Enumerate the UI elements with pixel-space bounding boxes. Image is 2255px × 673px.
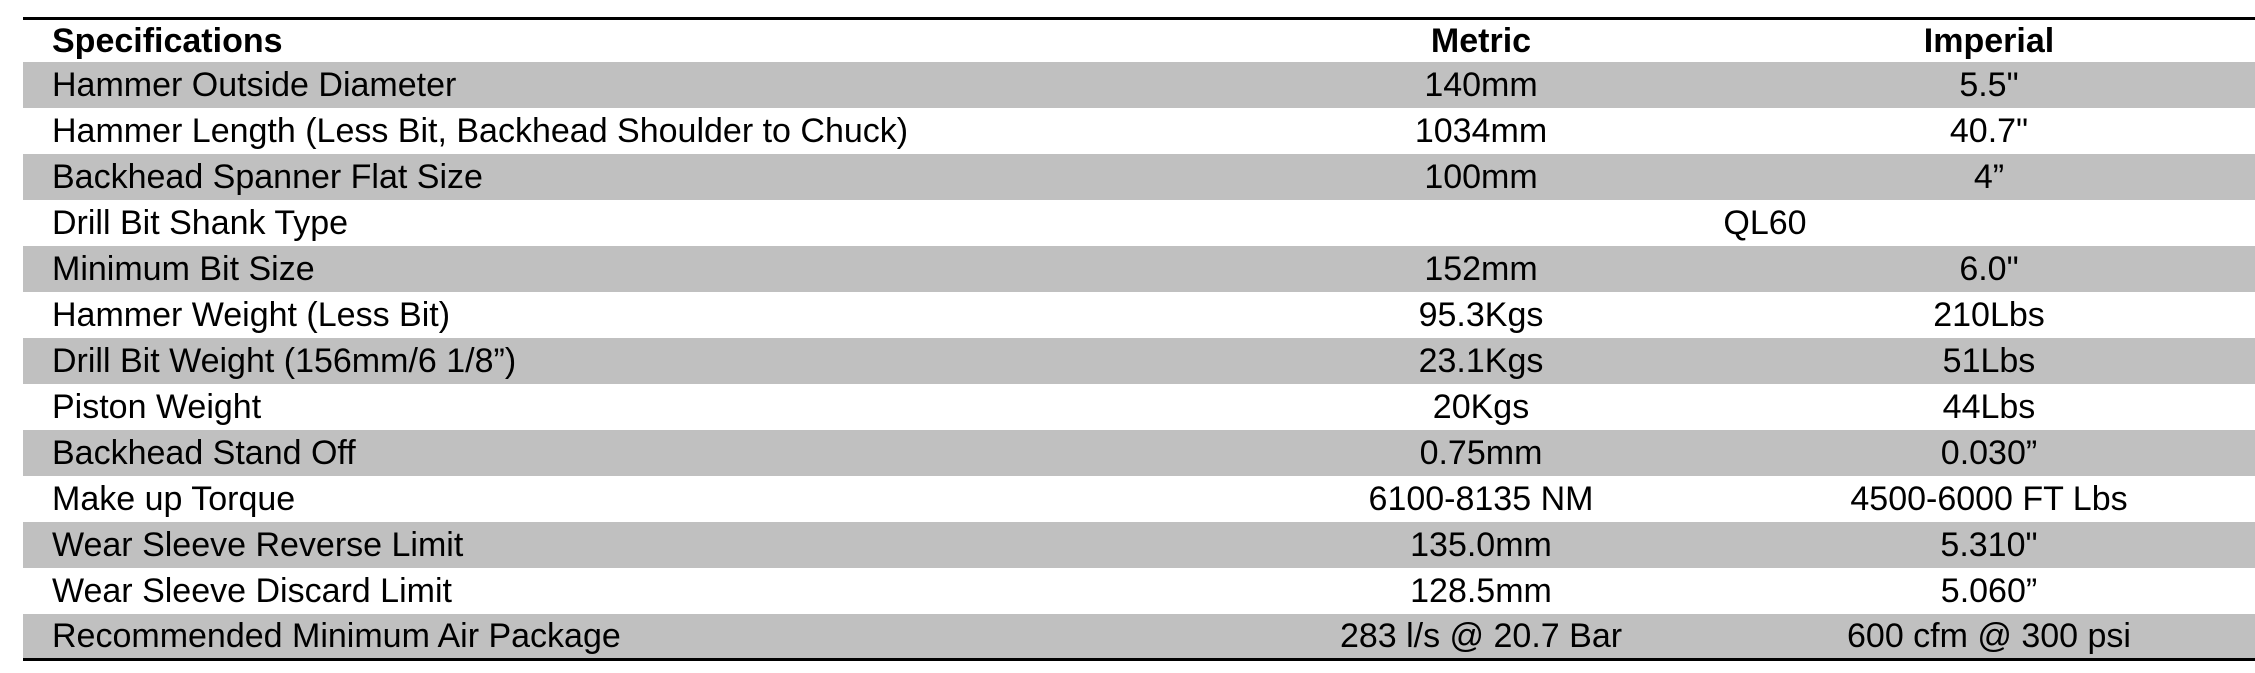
metric-value: 95.3Kgs (1418, 295, 1544, 334)
spec-label: Backhead Stand Off (52, 433, 356, 472)
table-row (23, 154, 2255, 200)
metric-value: 20Kgs (1432, 387, 1530, 426)
header-imperial: Imperial (1923, 21, 2055, 60)
shared-value: QL60 (1723, 203, 1807, 242)
imperial-value: 40.7" (1949, 111, 2029, 150)
spec-label: Minimum Bit Size (52, 249, 315, 288)
imperial-value: 600 cfm @ 300 psi (1847, 616, 2131, 655)
spec-label: Piston Weight (52, 387, 262, 426)
spec-label: Drill Bit Weight (156mm/6 1/8”) (52, 341, 517, 380)
metric-value: 100mm (1424, 157, 1538, 196)
imperial-value: 4500-6000 FT Lbs (1850, 479, 2128, 518)
table-row (23, 522, 2255, 568)
imperial-value: 6.0" (1959, 249, 2019, 288)
table-row (23, 62, 2255, 108)
spec-label: Wear Sleeve Discard Limit (52, 571, 452, 610)
imperial-value: 5.310" (1940, 525, 2038, 564)
metric-value: 128.5mm (1410, 571, 1552, 610)
imperial-value: 5.060” (1940, 571, 2038, 610)
imperial-value: 0.030” (1940, 433, 2038, 472)
table-row (23, 430, 2255, 476)
spec-label: Drill Bit Shank Type (52, 203, 349, 242)
table-row (23, 338, 2255, 384)
table-row (23, 108, 2255, 154)
metric-value: 283 l/s @ 20.7 Bar (1339, 616, 1623, 655)
table-row (23, 384, 2255, 430)
table-row (23, 292, 2255, 338)
specifications-table (23, 17, 2255, 661)
header-metric: Metric (1430, 21, 1532, 60)
imperial-value: 44Lbs (1942, 387, 2036, 426)
metric-value: 6100-8135 NM (1368, 479, 1594, 518)
spec-label: Hammer Outside Diameter (52, 65, 457, 104)
imperial-value: 5.5" (1959, 65, 2019, 104)
spec-label: Hammer Weight (Less Bit) (52, 295, 451, 334)
spec-label: Backhead Spanner Flat Size (52, 157, 483, 196)
table-row (23, 568, 2255, 614)
imperial-value: 51Lbs (1942, 341, 2036, 380)
header-specifications: Specifications (52, 21, 283, 60)
spec-label: Make up Torque (52, 479, 296, 518)
table-header (23, 19, 2255, 62)
metric-value: 0.75mm (1419, 433, 1543, 472)
spec-label: Wear Sleeve Reverse Limit (52, 525, 464, 564)
table-row (23, 200, 2255, 246)
table-row (23, 246, 2255, 292)
header-row (23, 19, 2255, 62)
table-row (23, 476, 2255, 522)
table-row (23, 614, 2255, 660)
imperial-value: 4” (1973, 157, 2005, 196)
imperial-value: 210Lbs (1933, 295, 2045, 334)
spec-label: Hammer Length (Less Bit, Backhead Shoulder to Chuck) (52, 111, 909, 150)
spec-label: Recommended Minimum Air Package (52, 616, 621, 655)
table-body (23, 62, 2255, 660)
metric-value: 1034mm (1414, 111, 1548, 150)
metric-value: 23.1Kgs (1418, 341, 1544, 380)
metric-value: 152mm (1424, 249, 1538, 288)
metric-value: 135.0mm (1410, 525, 1552, 564)
metric-value: 140mm (1424, 65, 1538, 104)
